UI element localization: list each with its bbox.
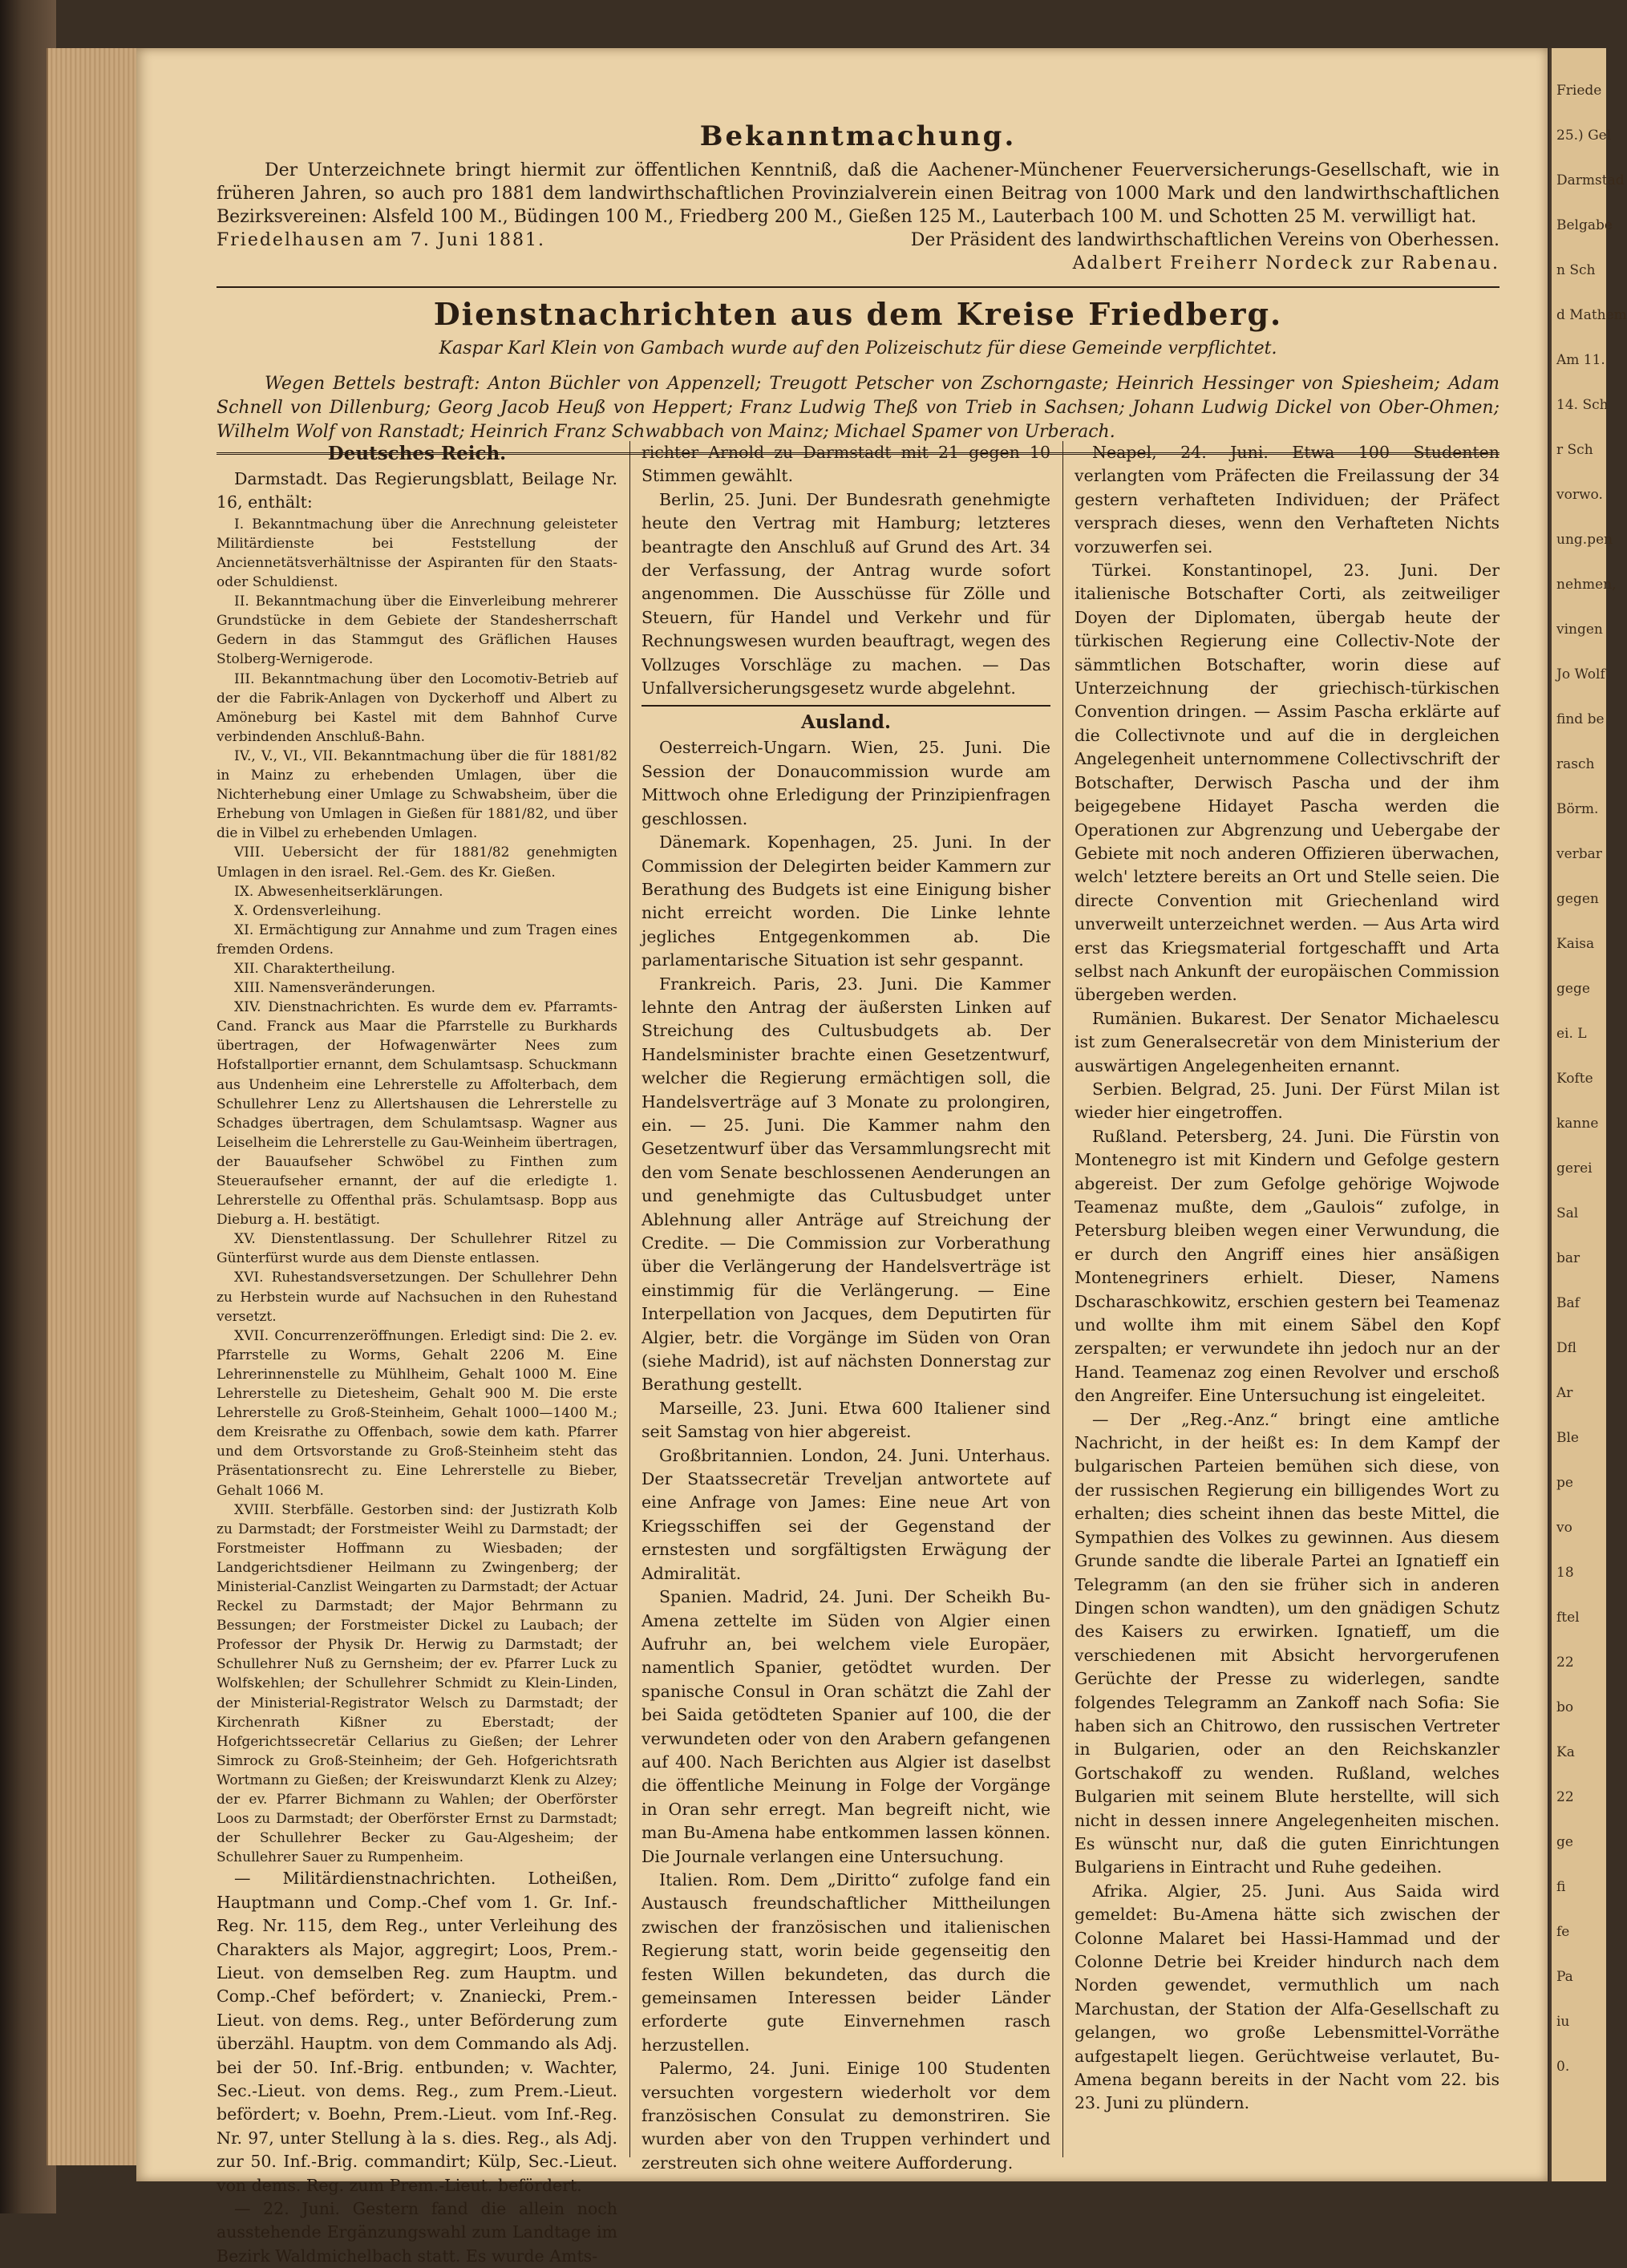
article-item: XVI. Ruhestandsversetzungen. Der Schullehrer Dehn zu Herbstein wurde auf Nachsuchen in den Ruhestand versetzt. — [217, 1270, 617, 1325]
adjacent-page-fragment: 22 — [1556, 1789, 1574, 1805]
adjacent-page-fragment: pe — [1556, 1475, 1573, 1491]
article-paragraph: — Militärdienstnachrichten. Lotheißen, Hauptmann und Comp.-Chef vom 1. Gr. Inf.-Reg. Nr. 115, dem Reg., unter Verleihung des Charakters als Major, aggregirt; Loos, Prem.-Lieut. von demselben Reg. zum Hauptm. und Comp.-Chef befördert; v. Znaniecki, Prem.-Lieut. von dems. Reg., unter Beförderung zum überzähl. Hauptm. von dem Commando als Adj. bei der 50. Inf.-Brig. entbunden; v. Wachter, Sec.-Lieut. von dems. Reg., zum Prem.-Lieut. befördert; v. Boehn, Prem.-Lieut. vom Inf.-Reg. Nr. 97, unter Stellung à la s. dies. Reg., als Adj. zur 50. Inf.-Brig. commandirt; Külp, Sec.-Lieut. von dems. Reg. zum Prem.-Lieut. befördert. — [217, 1869, 617, 2195]
adjacent-page-fragment: Pa — [1556, 1969, 1573, 1985]
adjacent-page-fragment: r Sch — [1556, 442, 1593, 458]
adjacent-page-fragment: Ka — [1556, 1744, 1575, 1760]
article-item: XV. Dienstentlassung. Der Schullehrer Ritzel zu Günterfürst wurde aus dem Dienste entlassen. — [217, 1231, 617, 1267]
news-columns — [217, 441, 1500, 2266]
article-paragraph: Neapel, 24. Juni. Etwa 100 Studenten verlangten vom Präfecten die Freilassung der 34 gestern verhafteten Individuen; der Präfect versprach dieses, wenn den Verhafteten Nichts vorzuwerfen sei. — [1075, 443, 1500, 557]
column-rule — [1062, 441, 1063, 2157]
article-item: XIII. Namensveränderungen. — [234, 980, 436, 997]
adjacent-page-fragment: Ar — [1556, 1385, 1573, 1401]
section-title-ausland: Ausland. — [801, 711, 891, 734]
page-edges — [47, 48, 144, 2165]
article-paragraph: Rumänien. Bukarest. Der Senator Michaelescu ist zum Generalsecretär von dem Ministerium der auswärtigen Angelegenheiten ernannt. — [1075, 1008, 1500, 1075]
adjacent-page-fragment: ung.pen — [1556, 532, 1613, 548]
article-item: IX. Abwesenheitserklärungen. — [234, 883, 443, 900]
article-item: I. Bekanntmachung über die Anrechnung geleisteter Militärdienste bei Feststellung der Anciennetätsverhältnisse der Aspiranten für den Staats- oder Schuldienst. — [217, 516, 617, 591]
article-item: XI. Ermächtigung zur Annahme und zum Tragen eines fremden Ordens. — [217, 921, 617, 958]
article-paragraph: richter Arnold zu Darmstadt mit 21 gegen 10 Stimmen gewählt. — [641, 443, 1050, 486]
divider — [641, 705, 1050, 707]
article-item: II. Bekanntmachung über die Einverleibung mehrerer Grundstücke in dem Gebiete der Standesherrschaft Gedern in das Stammgut des Gräflichen Hauses Stolberg-Wernigerode. — [217, 593, 617, 668]
column-2 — [641, 441, 1050, 2173]
article-paragraph: Marseille, 23. Juni. Etwa 600 Italiener sind seit Samstag von hier abgereist. — [641, 1398, 1050, 1442]
adjacent-page-fragment: rasch — [1556, 756, 1595, 772]
adjacent-page-fragment: Darmstad — [1556, 172, 1625, 188]
adjacent-page-fragment: 18 — [1556, 1565, 1574, 1581]
newspaper-page — [136, 48, 1548, 2266]
article-paragraph: Spanien. Madrid, 24. Juni. Der Scheikh Bu-Amena zettelte im Süden von Algier einen Aufruhr an, bei welchem viele Europäer, namentlich Spanier, getödtet wurden. Der spanische Consul in Oran schätzt die Zahl der bei Saida getödteten Spanier auf 100, die der verwundeten oder von den Arabern gefangenen auf 400. Nach Berichten aus Algier ist daselbst die öffentliche Meinung in Folge der Vorgänge in Oran sehr erregt. Man begreift nicht, wie man Bu-Amena habe entkommen lassen können. Die Journale verlangen eine Untersuchung. — [641, 1587, 1050, 1866]
article-paragraph: — 22. Juni. Gestern fand die allein noch ausstehende Ergänzungswahl zum Landtage im Bezirk Waldmichelbach statt. Es wurde Amts- — [217, 2199, 617, 2266]
adjacent-page-fragment: 14. Sch — [1556, 397, 1609, 413]
dienst-paragraph-1: Kaspar Karl Klein von Gambach wurde auf den Polizeischutz für diese Gemeinde verpflichtet. — [439, 338, 1277, 358]
article-paragraph: Großbritannien. London, 24. Juni. Unterhaus. Der Staatssecretär Treveljan antwortete auf eine Anfrage von James: Eine neue Art von Kriegsschiffen sei der Gegenstand der ernstesten und sorgfältigsten Erwägung der Admiralität. — [641, 1445, 1050, 1583]
column-3 — [1075, 441, 1500, 2165]
place-date: Friedelhausen am 7. Juni 1881. — [217, 230, 546, 250]
article-paragraph: Palermo, 24. Juni. Einige 100 Studenten versuchten vorgestern wiederholt vor dem französischen Consulat zu demonstriren. Sie wurden aber von den Truppen verhindert und zerstreuten sich ohne weitere Aufforderung. — [641, 2059, 1050, 2173]
adjacent-page-fragment: ftel — [1556, 1610, 1580, 1626]
adjacent-page-fragment: ei. L — [1556, 1026, 1587, 1042]
section-title-deutsches-reich: Deutsches Reich. — [327, 443, 507, 464]
adjacent-page-fragment: nehmen, — [1556, 577, 1617, 593]
divider — [217, 286, 1500, 288]
column-1 — [217, 441, 617, 2266]
adjacent-page-fragment: 25.) Gel — [1556, 128, 1612, 144]
signature-role: Der Präsident des landwirthschaftlichen Vereins von Oberhessen. — [910, 230, 1500, 250]
adjacent-page-fragment: Kofte — [1556, 1071, 1593, 1087]
article-item: III. Bekanntmachung über den Locomotiv-Betrieb auf der die Fabrik-Anlagen von Dyckerhoff und Albert zu Amöneburg bei Kastel mit dem Bahnhof Curve verbindenden Anschluß-Bahn. — [217, 670, 617, 745]
article-paragraph: Dänemark. Kopenhagen, 25. Juni. In der Commission der Delegirten beider Kammern zur Berathung des Budgets ist eine Einigung bisher nicht erreicht worden. Die Linke lehnte jegliches Entgegenkommen ab. Die parlamentarische Situation ist sehr gespannt. — [641, 832, 1050, 970]
article-item: XVIII. Sterbfälle. Gestorben sind: der Justizrath Kolb zu Darmstadt; der Forstmeister Weihl zu Darmstadt; der Forstmeister Hoffmann zu Wiesbaden; der Landgerichtsdiener Heilmann zu Zwingenberg; der Ministerial-Canzlist Weingarten zu Darmstadt; der Actuar Reckel zu Darmstadt; der Major Behrmann zu Bessungen; der Forstmeister Dickel zu Laubach; der Professor der Physik Dr. Herwig zu Darmstadt; der Schullehrer Nuß zu Gernsheim; der ev. Pfarrer Luck zu Wolfskehlen; der Schullehrer Schmidt zu Klein-Linden, der Ministerial-Registrator Welsch zu Darmstadt; der Kirchenrath Kißner zu Eberstadt; der Hofgerichtssecretär Cellarius zu Gießen; der Lehrer Simrock zu Groß-Steinheim; der Geh. Hofgerichtsrath Wortmann zu Gießen; der Kreiswundarzt Klenk zu Alzey; der ev. Pfarrer Bichmann zu Wahlen; der Oberförster Loos zu Darmstadt; der Oberförster Ernst zu Darmstadt; der Schullehrer Becker zu Gau-Algesheim; der Schullehrer Sauer zu Rumpenheim. — [217, 1501, 617, 1866]
adjacent-page-fragment: vingen — [1556, 622, 1603, 638]
article-paragraph: Berlin, 25. Juni. Der Bundesrath genehmigte heute den Vertrag mit Hamburg; letzteres beantragte den Anschluß auf Grund des Art. 34 der Verfassung, der Antrag wurde sofort angenommen. Die Ausschüsse für Zölle und Steuern, für Handel und Verkehr und für Rechnungswesen wurden beauftragt, wegen des Vollzuges Vorschläge zu machen. — Das Unfallversicherungsgesetz wurde abgelehnt. — [641, 489, 1050, 699]
adjacent-page-fragment: 0. — [1556, 2059, 1570, 2075]
adjacent-page-fragment: bo — [1556, 1699, 1574, 1715]
adjacent-page-fragment: vorwo. — [1556, 487, 1603, 503]
adjacent-page-fragment: fi — [1556, 1879, 1566, 1895]
article-paragraph: Serbien. Belgrad, 25. Juni. Der Fürst Milan ist wieder hier eingetroffen. — [1075, 1079, 1500, 1123]
adjacent-page-fragment: fe — [1556, 1924, 1570, 1940]
adjacent-page-fragment: Baf — [1556, 1295, 1580, 1311]
article-item: X. Ordensverleihung. — [234, 902, 382, 919]
adjacent-page-fragment: Kaisa — [1556, 936, 1595, 952]
adjacent-page-fragment: ge — [1556, 1834, 1573, 1850]
bekanntmachung-title: Bekanntmachung. — [699, 120, 1017, 152]
adjacent-page-fragment: kanne — [1556, 1116, 1599, 1132]
article-item: XIV. Dienstnachrichten. Es wurde dem ev. Pfarramts-Cand. Franck aus Maar die Pfarrstelle zu Burkhards übertragen, der Hofwagenwärter Nees zum Hofstallportier ernannt, dem Schulamtsasp. Schuckmann aus Undenheim eine Lehrerstelle zu Affolterbach, dem Schullehrer Lenz zu Allertshausen die Lehrerstelle zu Schadges übertragen, dem Schulamtsasp. Wagner aus Leiselheim die Lehrerstelle zu Gau-Weinheim übertragen, der Bauaufseher Schwöbel zu Finthen zum Steueraufseher ernannt, der auf die erledigte 1. Lehrerstelle zu Offenthal präs. Schulamtsasp. Bopp aus Dieburg a. H. bestätigt. — [217, 999, 617, 1229]
article-item: VIII. Uebersicht der für 1881/82 genehmigten Umlagen in den israel. Rel.-Gem. des Kr. Gießen. — [217, 844, 617, 881]
article-paragraph: Afrika. Algier, 25. Juni. Aus Saida wird gemeldet: Bu-Amena hätte sich zwischen der Colonne Malaret bei Hassi-Hammad und der Colonne Detrie bei Kreider hindurch nach dem Norden gewendet, vermuthlich um nach Marchustan, der Station der Alfa-Gesellschaft zu gelangen, wo große Lebensmittel-Vorräthe aufgestapelt liegen. Gerüchtweise verlautet, Bu-Amena begann bereits in der Nacht vom 22. bis 23. Juni zu plündern. — [1075, 1881, 1500, 2113]
adjacent-page-fragment: d Mathem — [1556, 307, 1627, 323]
adjacent-page-fragment: verbar — [1556, 846, 1602, 862]
adjacent-page-fragment: Am 11. — [1556, 352, 1605, 368]
adjacent-page-fragment: Börm. — [1556, 801, 1599, 817]
column-rule — [629, 441, 630, 2157]
article-item: XVII. Concurrenzeröffnungen. Erledigt sind: Die 2. ev. Pfarrstelle zu Worms, Gehalt 2206 M. Eine Lehrerinnenstelle zu Mühlheim, Gehalt 1000 M. Eine Lehrerstelle zu Dietesheim, Gehalt 900 M. Die erste Lehrerstelle zu Groß-Steinheim, Gehalt 1000—1400 M.; dem Kreisrathe zu Offenbach, sowie dem kath. Pfarrer und dem Ortsvorstande zu Groß-Steinheim steht das Präsentationsrecht zu. Eine Lehrerstelle zu Bieber, Gehalt 1066 M. — [217, 1327, 617, 1499]
adjacent-page-fragment: Sal — [1556, 1205, 1579, 1221]
adjacent-page-fragment: gerei — [1556, 1160, 1593, 1177]
dienst-paragraph-2: Wegen Bettels bestraft: Anton Büchler von Appenzell; Treugott Petscher von Zschorngaste; Heinrich Hessinger von Spiesheim; Adam Schnell von Dillenburg; Georg Jacob Heuß von Heppert; Franz Ludwig Theß von Trieb in Sachsen; Johann Ludwig Dickel von Ober-Ohmen; Wilhelm Wolf von Ranstadt; Heinrich Franz Schwabbach von Mainz; Michael Spamer von Urberach. — [217, 374, 1500, 442]
adjacent-page-fragment: n Sch — [1556, 262, 1596, 278]
bekanntmachung-notice — [217, 159, 1500, 275]
adjacent-page-fragment: Belgabe — [1556, 217, 1613, 233]
adjacent-page-fragment: Ble — [1556, 1430, 1579, 1446]
adjacent-page-fragment: 22 — [1556, 1654, 1574, 1671]
article-item: XII. Charaktertheilung. — [234, 960, 395, 977]
bekanntmachung-text: Der Unterzeichnete bringt hiermit zur öffentlichen Kenntniß, daß die Aachener-Münchener Feuerversicherungs-Gesellschaft, wie in früheren Jahren, so auch pro 1881 dem landwirthschaftlichen Provinzialverein einen Beitrag von 1000 Mark und den landwirthschaftlichen Bezirksvereinen: Alsfeld 100 M., Büdingen 100 M., Friedberg 200 M., Gießen 125 M., Lauterbach 100 M. und Schotten 25 M. verwilligt hat. — [217, 160, 1500, 227]
adjacent-page-fragment: find be — [1556, 711, 1605, 727]
page-header-area — [217, 120, 1500, 463]
adjacent-page-fragment: gege — [1556, 981, 1590, 997]
adjacent-page-fragment: Dfl — [1556, 1340, 1576, 1356]
adjacent-page-fragment: Friede — [1556, 83, 1602, 99]
adjacent-page-fragment: vo — [1556, 1520, 1572, 1536]
signature-name: Adalbert Freiherr Nordeck zur Rabenau. — [1072, 253, 1500, 273]
adjacent-page-edge — [1549, 48, 1627, 2181]
adjacent-page-fragment: Jo Wolf — [1556, 666, 1605, 682]
article-paragraph: Rußland. Petersberg, 24. Juni. Die Fürstin von Montenegro ist mit Kindern und Gefolge gestern abgereist. Der zum Gefolge gehörige Wojwode Teamenaz mußte, dem „Gaulois“ zufolge, in Petersburg bleiben wegen einer Verwundung, die er durch den Angriff eines hier ansäßigen Montenegriners erhielt. Dieser, Namens Dscharaschkowitz, erschien gestern bei Teamenaz und wollte ihm mit einem Säbel den Kopf zerspalten; er verwundete ihn jedoch nur an der Hand. Teamenaz zog einen Revolver und erschoß den Angreifer. Eine Untersuchung ist eingeleitet. — [1075, 1126, 1500, 1406]
article-paragraph: Türkei. Konstantinopel, 23. Juni. Der italienische Botschafter Corti, als zeitweiliger Doyen der Diplomaten, übergab heute der türkischen Regierung eine Collectiv-Note der sämmtlichen Botschafter, worin diese auf Unterzeichnung der griechisch-türkischen Convention dringen. — Assim Pascha erklärte auf die Collectivnote und auf die in dergleichen Angelegenheit unternommene Collectivschrift der Botschafter, Derwisch Pascha und der ihm beigegebene Hidayet Pascha werden die Operationen zur Abgrenzung und Uebergabe der Gebiete mit noch anderen Offizieren überwachen, welch' letztere bereits an Ort und Stelle seien. Die directe Convention mit Griechenland wird unverweilt unterzeichnet werden. — Aus Arta wird erst das Kriegsmaterial fortgeschafft und Arta selbst nach Ankunft der europäischen Commission übergeben werden. — [1075, 561, 1500, 1005]
article-paragraph: Frankreich. Paris, 23. Juni. Die Kammer lehnte den Antrag der äußersten Linken auf Streichung des Cultusbudgets ab. Der Handelsminister brachte einen Gesetzentwurf, welcher die Regierung ermächtigen soll, die Handelsverträge auf 3 Monate zu prolongiren, ein. — 25. Juni. Die Kammer nahm den Gesetzentwurf über das Versammlungsrecht mit den vom Senate beschlossenen Aenderungen an und genehmigte das Cultusbudget unter Ablehnung aller Anträge auf Streichung der Credite. — Die Commission zur Vorberathung über die Verlängerung der Handelsverträge ist einstimmig für die Verlängerung. — Eine Interpellation von Jacques, dem Deputirten für Algier, betr. die Vorgänge im Süden von Oran (siehe Madrid), ist auf nächsten Donnerstag zur Berathung gestellt. — [641, 974, 1050, 1395]
article-item: IV., V., VI., VII. Bekanntmachung über die für 1881/82 in Mainz zu erhebenden Umlagen, über die Nichterhebung einer Umlage zu Schwabsheim, über die Erhebung von Umlagen in Gießen für 1881/82, und über die in Vilbel zu erhebenden Umlagen. — [217, 747, 617, 842]
adjacent-page-fragment: bar — [1556, 1250, 1580, 1266]
article-paragraph: Italien. Rom. Dem „Diritto“ zufolge fand ein Austausch freundschaftlicher Mittheilungen zwischen der französischen und italienischen Regierung statt, worin beide gegenseitig den festen Willen bekundeten, das durch die gemeinsamen Interessen beider Länder erforderte gute Einvernehmen rasch herzustellen. — [641, 1869, 1050, 2055]
adjacent-page-fragment: iu — [1556, 2014, 1570, 2030]
article-paragraph: — Der „Reg.-Anz.“ bringt eine amtliche Nachricht, in der heißt es: In dem Kampf der bulgarischen Parteien bemühen sich diese, von der russischen Regierung ein billigendes Wort zu erhalten; dies scheint ihnen das beste Mittel, die Sympathien des Volkes zu gewinnen. Aus diesem Grunde sandte die liberale Partei an Ignatieff ein Telegramm (an den sie früher sich in anderen Dingen schon wandten), um den gnädigen Schutz des Kaisers zu erwirken. Ignatieff, um die verschiedenen mit Absicht hervorgerufenen Gerüchte der Presse zu widerlegen, sandte folgendes Telegramm an Zankoff nach Sofia: Sie haben sich an Chitrowo, den russischen Vertreter in Bulgarien, oder an den Reichskanzler Gortschakoff zu wenden. Rußland, welches Bulgarien mit seinem Blute herstellte, will sich nicht in dessen innere Angelegenheiten mischen. Es wünscht nur, daß die guten Einrichtungen Bulgariens in Eintracht und Ruhe gedeihen. — [1075, 1409, 1500, 1877]
bekanntmachung-footer — [217, 229, 1500, 252]
dienst-title: Dienstnachrichten aus dem Kreise Friedberg. — [433, 296, 1283, 332]
article-paragraph: Darmstadt. Das Regierungsblatt, Beilage Nr. 16, enthält: — [217, 469, 617, 512]
adjacent-page-fragment: gegen — [1556, 891, 1599, 907]
article-paragraph: Oesterreich-Ungarn. Wien, 25. Juni. Die Session der Donaucommission wurde am Mittwoch ohne Erledigung der Prinzipienfragen geschlossen. — [641, 738, 1050, 828]
